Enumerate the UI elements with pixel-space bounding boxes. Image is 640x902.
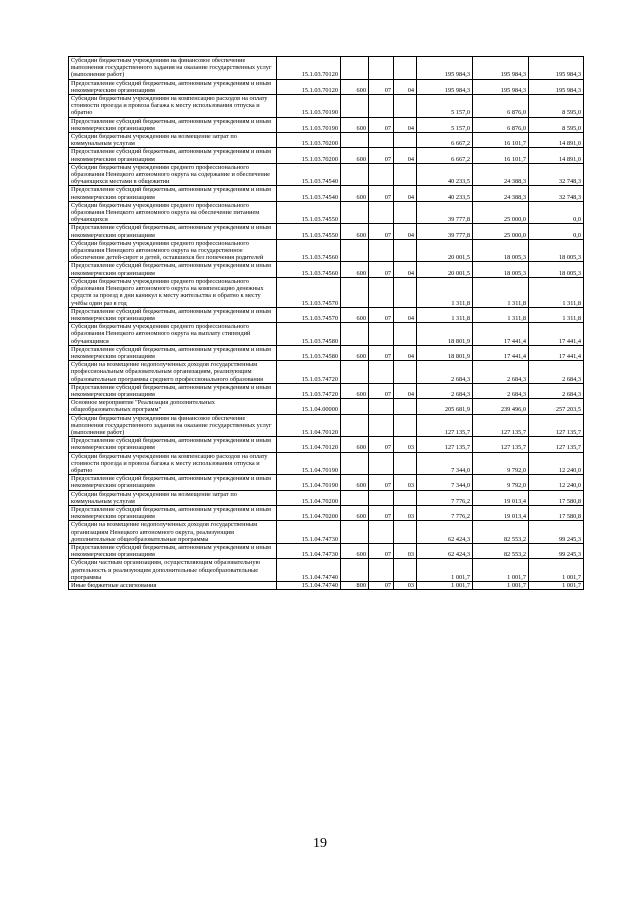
cell-subsection — [394, 452, 417, 475]
cell-target-code: 15.1.03.74540 — [277, 163, 341, 186]
table-row — [69, 163, 584, 186]
cell-expense-type — [341, 452, 369, 475]
cell-subsection — [394, 133, 417, 148]
cell-subsection: 04 — [394, 186, 417, 201]
page-number: 19 — [313, 836, 327, 851]
cell-amount-year-1: 62 424,3 — [417, 544, 473, 559]
table-row — [69, 186, 584, 201]
cell-name: Предоставление субсидий бюджетным, автономным учреждениям и иным некоммерческим организациям — [69, 437, 277, 452]
table-row — [69, 262, 584, 277]
cell-expense-type — [341, 323, 369, 346]
cell-amount-year-2: 82 553,2 — [473, 544, 529, 559]
table-row — [69, 361, 584, 384]
cell-target-code: 15.1.03.70120 — [277, 57, 341, 80]
cell-amount-year-2: 18 005,3 — [473, 239, 529, 262]
table-row — [69, 201, 584, 224]
cell-amount-year-1: 195 984,3 — [417, 79, 473, 94]
cell-amount-year-3: 12 240,0 — [529, 452, 584, 475]
cell-amount-year-2: 17 441,4 — [473, 345, 529, 360]
cell-amount-year-2: 2 684,3 — [473, 361, 529, 384]
cell-target-code: 15.1.03.74720 — [277, 361, 341, 384]
cell-amount-year-2: 9 792,0 — [473, 475, 529, 490]
cell-section — [369, 414, 394, 437]
table-row — [69, 323, 584, 346]
cell-amount-year-2: 1 001,7 — [473, 559, 529, 582]
cell-name: Субсидии бюджетным учреждениям среднего профессионального образования Ненецкого автономного округа на выплату стипендий обучающимся — [69, 323, 277, 346]
cell-name: Предоставление субсидий бюджетным, автономным учреждениям и иным некоммерческим организациям — [69, 79, 277, 94]
cell-amount-year-3: 2 684,3 — [529, 383, 584, 398]
cell-subsection: 04 — [394, 345, 417, 360]
cell-amount-year-2: 195 984,3 — [473, 79, 529, 94]
cell-amount-year-3: 32 748,3 — [529, 186, 584, 201]
cell-amount-year-1: 39 777,8 — [417, 201, 473, 224]
cell-expense-type — [341, 414, 369, 437]
cell-amount-year-3: 195 984,3 — [529, 57, 584, 80]
cell-target-code: 15.1.03.74720 — [277, 383, 341, 398]
cell-section: 07 — [369, 117, 394, 132]
cell-target-code: 15.1.03.70190 — [277, 117, 341, 132]
cell-amount-year-1: 2 684,3 — [417, 361, 473, 384]
cell-subsection — [394, 57, 417, 80]
cell-name: Субсидии бюджетным учреждениям на возмещение затрат по коммунальным услугам — [69, 133, 277, 148]
cell-amount-year-1: 20 001,5 — [417, 262, 473, 277]
cell-amount-year-3: 0,0 — [529, 224, 584, 239]
table-row — [69, 414, 584, 437]
cell-amount-year-1: 7 344,0 — [417, 475, 473, 490]
cell-amount-year-3: 1 001,7 — [529, 582, 584, 590]
cell-amount-year-1: 195 984,3 — [417, 57, 473, 80]
cell-target-code: 15.1.04.70190 — [277, 475, 341, 490]
budget-table — [68, 56, 584, 590]
cell-subsection: 04 — [394, 79, 417, 94]
cell-expense-type: 600 — [341, 345, 369, 360]
cell-amount-year-2: 9 792,0 — [473, 452, 529, 475]
cell-amount-year-1: 40 233,5 — [417, 186, 473, 201]
cell-target-code: 15.1.03.74540 — [277, 186, 341, 201]
cell-target-code: 15.1.04.74730 — [277, 521, 341, 544]
cell-target-code: 15.1.04.70190 — [277, 452, 341, 475]
cell-section: 07 — [369, 383, 394, 398]
cell-amount-year-2: 17 441,4 — [473, 323, 529, 346]
table-row — [69, 57, 584, 80]
cell-name: Предоставление субсидий бюджетным, автономным учреждениям и иным некоммерческим организациям — [69, 148, 277, 163]
cell-name: Субсидии на возмещение недополученных доходов государственным организациям Ненецкого автономного округа, реализующим дополнительные общеобразовательные программы — [69, 521, 277, 544]
cell-target-code: 15.1.03.74570 — [277, 277, 341, 307]
cell-section: 07 — [369, 345, 394, 360]
cell-section: 07 — [369, 148, 394, 163]
cell-amount-year-2: 24 388,3 — [473, 186, 529, 201]
cell-subsection — [394, 163, 417, 186]
cell-amount-year-2: 2 684,3 — [473, 383, 529, 398]
cell-expense-type — [341, 239, 369, 262]
table-row — [69, 133, 584, 148]
cell-amount-year-1: 40 233,5 — [417, 163, 473, 186]
cell-expense-type — [341, 361, 369, 384]
cell-section — [369, 57, 394, 80]
cell-amount-year-3: 1 311,8 — [529, 307, 584, 322]
cell-amount-year-2: 1 001,7 — [473, 582, 529, 590]
cell-name: Субсидии бюджетным учреждениям на компенсацию расходов на оплату стоимости проезда и провоза багажа к месту использования отпуска и обратно — [69, 95, 277, 118]
cell-amount-year-2: 24 388,3 — [473, 163, 529, 186]
table-row — [69, 452, 584, 475]
cell-subsection: 04 — [394, 224, 417, 239]
cell-amount-year-3: 195 984,3 — [529, 79, 584, 94]
cell-subsection — [394, 201, 417, 224]
table-row — [69, 224, 584, 239]
cell-amount-year-1: 20 001,5 — [417, 239, 473, 262]
cell-expense-type: 600 — [341, 117, 369, 132]
cell-section: 07 — [369, 224, 394, 239]
cell-name: Субсидии бюджетным учреждениям на финансовое обеспечение выполнения государственного задания на оказание государственных услуг (выполнение работ) — [69, 57, 277, 80]
cell-section: 07 — [369, 79, 394, 94]
cell-amount-year-3: 14 891,0 — [529, 133, 584, 148]
cell-section — [369, 133, 394, 148]
cell-name: Предоставление субсидий бюджетным, автономным учреждениям и иным некоммерческим организациям — [69, 475, 277, 490]
cell-target-code: 15.1.04.74740 — [277, 582, 341, 590]
cell-target-code: 15.1.03.74570 — [277, 307, 341, 322]
cell-subsection: 04 — [394, 383, 417, 398]
cell-amount-year-3: 17 441,4 — [529, 345, 584, 360]
cell-target-code: 15.1.04.74740 — [277, 559, 341, 582]
cell-subsection: 04 — [394, 262, 417, 277]
cell-name: Предоставление субсидий бюджетным, автономным учреждениям и иным некоммерческим организациям — [69, 505, 277, 520]
cell-expense-type — [341, 490, 369, 505]
table-row — [69, 399, 584, 414]
cell-expense-type: 600 — [341, 186, 369, 201]
cell-name: Основное мероприятие "Реализация дополнительных общеобразовательных программ" — [69, 399, 277, 414]
cell-target-code: 15.1.03.74560 — [277, 239, 341, 262]
cell-name: Предоставление субсидий бюджетным, автономным учреждениям и иным некоммерческим организациям — [69, 262, 277, 277]
cell-amount-year-1: 62 424,3 — [417, 521, 473, 544]
cell-subsection — [394, 521, 417, 544]
cell-amount-year-1: 7 344,0 — [417, 452, 473, 475]
table-row — [69, 148, 584, 163]
cell-amount-year-3: 17 441,4 — [529, 323, 584, 346]
cell-expense-type: 600 — [341, 148, 369, 163]
cell-amount-year-1: 127 135,7 — [417, 414, 473, 437]
cell-section — [369, 95, 394, 118]
cell-subsection — [394, 277, 417, 307]
cell-expense-type: 600 — [341, 79, 369, 94]
table-row — [69, 559, 584, 582]
cell-amount-year-1: 6 667,2 — [417, 148, 473, 163]
cell-name: Субсидии частным организациям, осуществляющим образовательную деятельность и реализующим дополнительные общеобразовательные программы — [69, 559, 277, 582]
cell-amount-year-2: 19 013,4 — [473, 505, 529, 520]
cell-amount-year-2: 16 101,7 — [473, 148, 529, 163]
cell-section — [369, 559, 394, 582]
cell-amount-year-2: 239 496,0 — [473, 399, 529, 414]
cell-section: 07 — [369, 475, 394, 490]
cell-target-code: 15.1.04.74730 — [277, 544, 341, 559]
cell-subsection: 04 — [394, 307, 417, 322]
cell-expense-type: 600 — [341, 505, 369, 520]
cell-expense-type: 600 — [341, 383, 369, 398]
cell-subsection — [394, 559, 417, 582]
table-row — [69, 239, 584, 262]
table-row — [69, 521, 584, 544]
cell-target-code: 15.1.04.70120 — [277, 414, 341, 437]
cell-amount-year-3: 8 595,0 — [529, 95, 584, 118]
cell-target-code: 15.1.04.00000 — [277, 399, 341, 414]
table-row — [69, 437, 584, 452]
cell-expense-type: 600 — [341, 437, 369, 452]
cell-subsection — [394, 490, 417, 505]
cell-amount-year-2: 1 311,8 — [473, 277, 529, 307]
cell-amount-year-1: 1 001,7 — [417, 559, 473, 582]
cell-target-code: 15.1.03.70200 — [277, 133, 341, 148]
cell-amount-year-1: 2 684,3 — [417, 383, 473, 398]
cell-section — [369, 277, 394, 307]
cell-expense-type — [341, 277, 369, 307]
cell-name: Субсидии бюджетным учреждениям на финансовое обеспечение выполнения государственного задания на оказание государственных услуг (выполнение работ) — [69, 414, 277, 437]
cell-amount-year-1: 18 801,9 — [417, 323, 473, 346]
cell-amount-year-3: 12 240,0 — [529, 475, 584, 490]
cell-name: Предоставление субсидий бюджетным, автономным учреждениям и иным некоммерческим организациям — [69, 383, 277, 398]
cell-expense-type: 600 — [341, 262, 369, 277]
cell-section — [369, 452, 394, 475]
cell-name: Предоставление субсидий бюджетным, автономным учреждениям и иным некоммерческим организациям — [69, 544, 277, 559]
cell-expense-type: 600 — [341, 307, 369, 322]
cell-expense-type — [341, 559, 369, 582]
cell-expense-type — [341, 57, 369, 80]
cell-amount-year-2: 19 013,4 — [473, 490, 529, 505]
cell-amount-year-3: 2 684,3 — [529, 361, 584, 384]
cell-amount-year-1: 7 776,2 — [417, 505, 473, 520]
cell-amount-year-1: 39 777,8 — [417, 224, 473, 239]
cell-subsection: 03 — [394, 475, 417, 490]
cell-amount-year-1: 18 801,9 — [417, 345, 473, 360]
cell-amount-year-3: 0,0 — [529, 201, 584, 224]
cell-amount-year-2: 25 000,0 — [473, 224, 529, 239]
cell-subsection: 03 — [394, 544, 417, 559]
cell-amount-year-2: 16 101,7 — [473, 133, 529, 148]
cell-amount-year-2: 6 876,0 — [473, 95, 529, 118]
cell-expense-type: 600 — [341, 224, 369, 239]
cell-amount-year-1: 1 311,8 — [417, 277, 473, 307]
cell-amount-year-1: 6 667,2 — [417, 133, 473, 148]
cell-target-code: 15.1.03.70120 — [277, 79, 341, 94]
cell-section: 07 — [369, 505, 394, 520]
cell-amount-year-3: 14 891,0 — [529, 148, 584, 163]
cell-name: Субсидии бюджетным учреждениям на возмещение затрат по коммунальным услугам — [69, 490, 277, 505]
cell-section — [369, 490, 394, 505]
cell-expense-type — [341, 163, 369, 186]
cell-target-code: 15.1.04.70120 — [277, 437, 341, 452]
cell-name: Субсидии бюджетным учреждениям среднего профессионального образования Ненецкого автономного округа на компенсацию денежных средств за проезд в дни каникул к месту жительства и обратно к месту учёбы один раз в год — [69, 277, 277, 307]
cell-amount-year-2: 25 000,0 — [473, 201, 529, 224]
cell-subsection: 03 — [394, 505, 417, 520]
table-row — [69, 505, 584, 520]
cell-expense-type — [341, 95, 369, 118]
cell-amount-year-2: 6 876,0 — [473, 117, 529, 132]
table-row — [69, 582, 584, 590]
cell-amount-year-1: 5 157,0 — [417, 95, 473, 118]
cell-name: Субсидии на возмещение недополученных доходов государственным профессиональным образовательным организациям, реализующим образовательные программы среднего профессионального образования — [69, 361, 277, 384]
cell-name: Субсидии бюджетным учреждениям среднего профессионального образования Ненецкого автономного округа на обеспечение питанием обучающихся — [69, 201, 277, 224]
cell-target-code: 15.1.04.70200 — [277, 505, 341, 520]
cell-name: Предоставление субсидий бюджетным, автономным учреждениям и иным некоммерческим организациям — [69, 345, 277, 360]
cell-section — [369, 163, 394, 186]
cell-name: Предоставление субсидий бюджетным, автономным учреждениям и иным некоммерческим организациям — [69, 224, 277, 239]
cell-target-code: 15.1.03.70190 — [277, 95, 341, 118]
cell-subsection: 04 — [394, 117, 417, 132]
table-row — [69, 345, 584, 360]
cell-section — [369, 201, 394, 224]
cell-amount-year-1: 1 311,8 — [417, 307, 473, 322]
cell-expense-type: 600 — [341, 475, 369, 490]
cell-name: Субсидии бюджетным учреждениям на компенсацию расходов на оплату стоимости проезда и провоза багажа к месту использования отпуска и обратно — [69, 452, 277, 475]
cell-subsection: 04 — [394, 148, 417, 163]
cell-amount-year-3: 1 001,7 — [529, 559, 584, 582]
cell-section — [369, 399, 394, 414]
cell-target-code: 15.1.03.74550 — [277, 224, 341, 239]
cell-amount-year-3: 257 203,5 — [529, 399, 584, 414]
cell-subsection: 03 — [394, 437, 417, 452]
cell-amount-year-3: 127 135,7 — [529, 414, 584, 437]
cell-amount-year-3: 18 005,3 — [529, 262, 584, 277]
table-row — [69, 95, 584, 118]
cell-expense-type — [341, 521, 369, 544]
cell-expense-type — [341, 399, 369, 414]
cell-expense-type — [341, 201, 369, 224]
cell-amount-year-2: 82 553,2 — [473, 521, 529, 544]
cell-subsection — [394, 95, 417, 118]
cell-target-code: 15.1.03.74580 — [277, 345, 341, 360]
cell-amount-year-3: 17 580,8 — [529, 505, 584, 520]
cell-expense-type — [341, 133, 369, 148]
cell-section: 07 — [369, 262, 394, 277]
cell-subsection — [394, 361, 417, 384]
table-row — [69, 277, 584, 307]
cell-amount-year-3: 99 245,3 — [529, 544, 584, 559]
cell-section — [369, 323, 394, 346]
cell-subsection — [394, 239, 417, 262]
cell-amount-year-2: 127 135,7 — [473, 437, 529, 452]
cell-name: Предоставление субсидий бюджетным, автономным учреждениям и иным некоммерческим организациям — [69, 186, 277, 201]
cell-amount-year-3: 127 135,7 — [529, 437, 584, 452]
cell-subsection — [394, 399, 417, 414]
cell-section: 07 — [369, 437, 394, 452]
cell-target-code: 15.1.03.74580 — [277, 323, 341, 346]
table-body — [69, 57, 584, 590]
cell-amount-year-2: 195 984,3 — [473, 57, 529, 80]
cell-section — [369, 521, 394, 544]
cell-amount-year-3: 17 580,8 — [529, 490, 584, 505]
cell-section: 07 — [369, 186, 394, 201]
cell-amount-year-1: 7 776,2 — [417, 490, 473, 505]
cell-subsection: 03 — [394, 582, 417, 590]
cell-section: 07 — [369, 544, 394, 559]
cell-amount-year-3: 32 748,3 — [529, 163, 584, 186]
cell-expense-type: 800 — [341, 582, 369, 590]
cell-amount-year-2: 127 135,7 — [473, 414, 529, 437]
cell-amount-year-2: 1 311,8 — [473, 307, 529, 322]
cell-name: Предоставление субсидий бюджетным, автономным учреждениям и иным некоммерческим организациям — [69, 307, 277, 322]
cell-expense-type: 600 — [341, 544, 369, 559]
cell-amount-year-3: 99 245,3 — [529, 521, 584, 544]
cell-name: Субсидии бюджетным учреждениям среднего профессионального образования Ненецкого автономного округа на содержание и обеспечение обучающихся местами в общежитии — [69, 163, 277, 186]
table-row — [69, 79, 584, 94]
cell-target-code: 15.1.03.74560 — [277, 262, 341, 277]
cell-section: 07 — [369, 582, 394, 590]
table-row — [69, 490, 584, 505]
cell-target-code: 15.1.03.74550 — [277, 201, 341, 224]
table-row — [69, 383, 584, 398]
table-row — [69, 475, 584, 490]
cell-section: 07 — [369, 307, 394, 322]
cell-amount-year-1: 1 001,7 — [417, 582, 473, 590]
table-row — [69, 117, 584, 132]
cell-name: Иные бюджетные ассигнования — [69, 582, 277, 590]
cell-amount-year-3: 8 595,0 — [529, 117, 584, 132]
cell-name: Предоставление субсидий бюджетным, автономным учреждениям и иным некоммерческим организациям — [69, 117, 277, 132]
cell-amount-year-2: 18 005,3 — [473, 262, 529, 277]
cell-amount-year-1: 5 157,0 — [417, 117, 473, 132]
table-row — [69, 307, 584, 322]
cell-amount-year-1: 205 681,9 — [417, 399, 473, 414]
cell-name: Субсидии бюджетным учреждениям среднего профессионального образования Ненецкого автономного округа на государственное обеспечение детей-сирот и детей, оставшихся без попечения родителей — [69, 239, 277, 262]
table-row — [69, 544, 584, 559]
cell-section — [369, 361, 394, 384]
cell-target-code: 15.1.04.70200 — [277, 490, 341, 505]
cell-subsection — [394, 323, 417, 346]
cell-section — [369, 239, 394, 262]
cell-amount-year-3: 18 005,3 — [529, 239, 584, 262]
cell-target-code: 15.1.03.70200 — [277, 148, 341, 163]
cell-amount-year-1: 127 135,7 — [417, 437, 473, 452]
cell-subsection — [394, 414, 417, 437]
cell-amount-year-3: 1 311,8 — [529, 277, 584, 307]
